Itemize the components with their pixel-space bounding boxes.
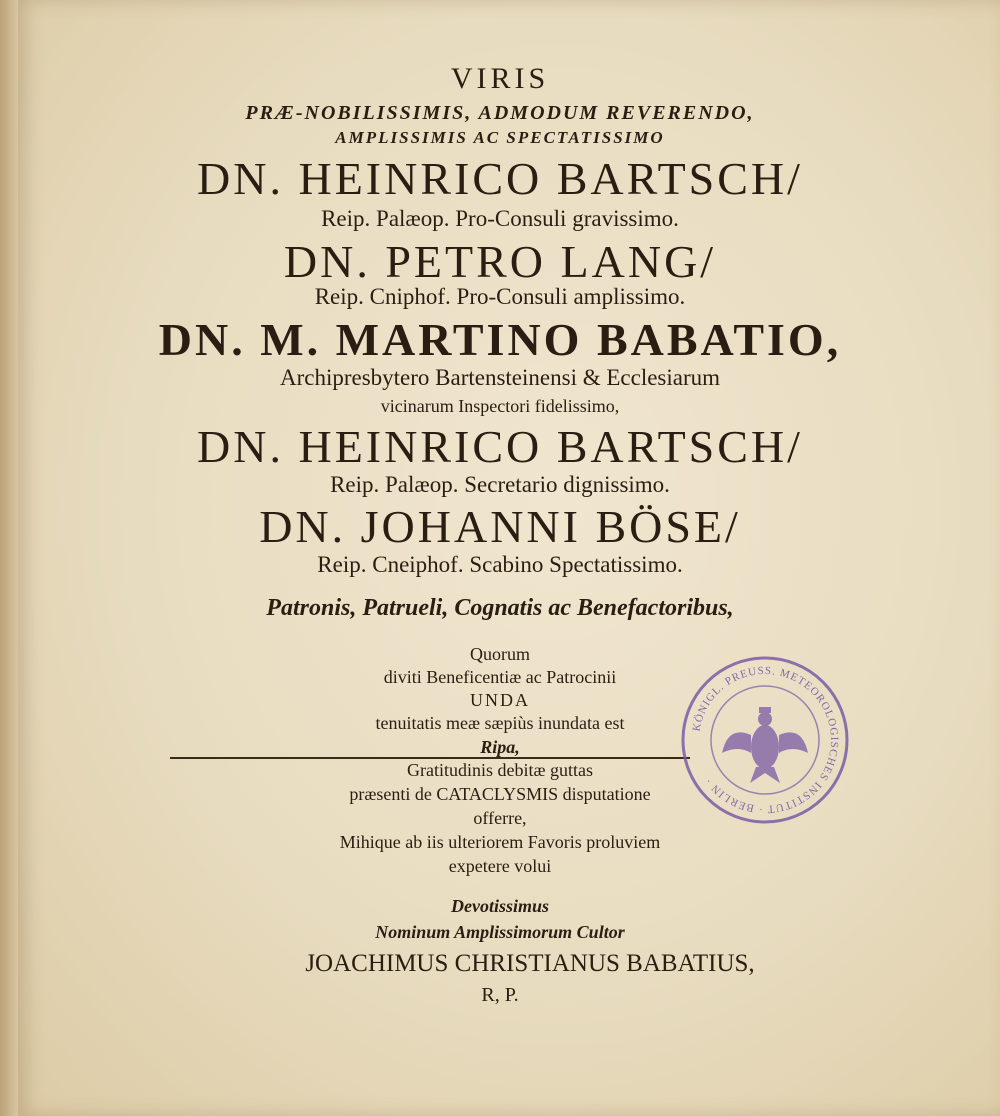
patrons-line: Patronis, Patrueli, Cognatis ac Benefactoribus,	[266, 595, 734, 621]
body-line-2: diviti Beneficentiæ ac Patrocinii	[383, 667, 617, 687]
body-line-4: tenuitatis meæ sæpiùs inundata est	[375, 713, 625, 733]
stamp-seal-icon	[680, 655, 850, 825]
author-initials: R, P.	[481, 984, 519, 1006]
title: VIRIS	[450, 62, 550, 95]
author-name: JOACHIMUS CHRISTIANUS BABATIUS,	[305, 950, 755, 977]
closing-line-2: Nominum Amplissimorum Cultor	[375, 922, 625, 942]
dedication-line-2: AMPLISSIMIS AC SPECTATISSIMO	[335, 128, 665, 147]
body-line-8: offerre,	[473, 808, 527, 828]
person-5-office: Reip. Cneiphof. Scabino Spectatissimo.	[317, 552, 683, 577]
divider-rule	[170, 757, 690, 759]
body-line-7: præsenti de CATACLYSMIS disputatione	[349, 784, 651, 804]
body-line-3: UNDA	[470, 690, 530, 710]
person-3-office-2: vicinarum Inspectori fidelissimo,	[380, 396, 620, 416]
library-stamp	[680, 655, 850, 825]
body-line-5: Ripa,	[480, 737, 520, 757]
body-line-9: Mihique ab iis ulteriorem Favoris proluviem	[339, 832, 661, 852]
person-2-name: DN. PETRO LANG/	[283, 236, 717, 287]
person-3-name: DN. M. MARTINO BABATIO,	[158, 314, 842, 365]
closing-line-1: Devotissimus	[450, 896, 549, 916]
eagle-icon	[722, 707, 808, 783]
person-1-office: Reip. Palæop. Pro-Consuli gravissimo.	[321, 206, 679, 231]
person-4-name: DN. HEINRICO BARTSCH/	[197, 421, 803, 472]
dedication-line-1: PRÆ-NOBILISSIMIS, ADMODUM REVERENDO,	[245, 102, 755, 124]
body-line-6: Gratitudinis debitæ guttas	[407, 760, 593, 780]
person-4-office: Reip. Palæop. Secretario dignissimo.	[330, 472, 670, 497]
person-1-name: DN. HEINRICO BARTSCH/	[197, 153, 803, 204]
person-3-office: Archipresbytero Bartensteinensi & Ecclesiarum	[279, 365, 721, 390]
person-2-office: Reip. Cniphof. Pro-Consuli amplissimo.	[314, 284, 686, 309]
body-line-1: Quorum	[470, 644, 530, 664]
person-5-name: DN. JOHANNI BÖSE/	[259, 501, 741, 552]
body-line-10: expetere volui	[448, 856, 552, 876]
stamp-text: KÖNIGL. PREUSS. METEOROLOGISCHES INSTITUT · BERLIN ·	[690, 664, 841, 816]
